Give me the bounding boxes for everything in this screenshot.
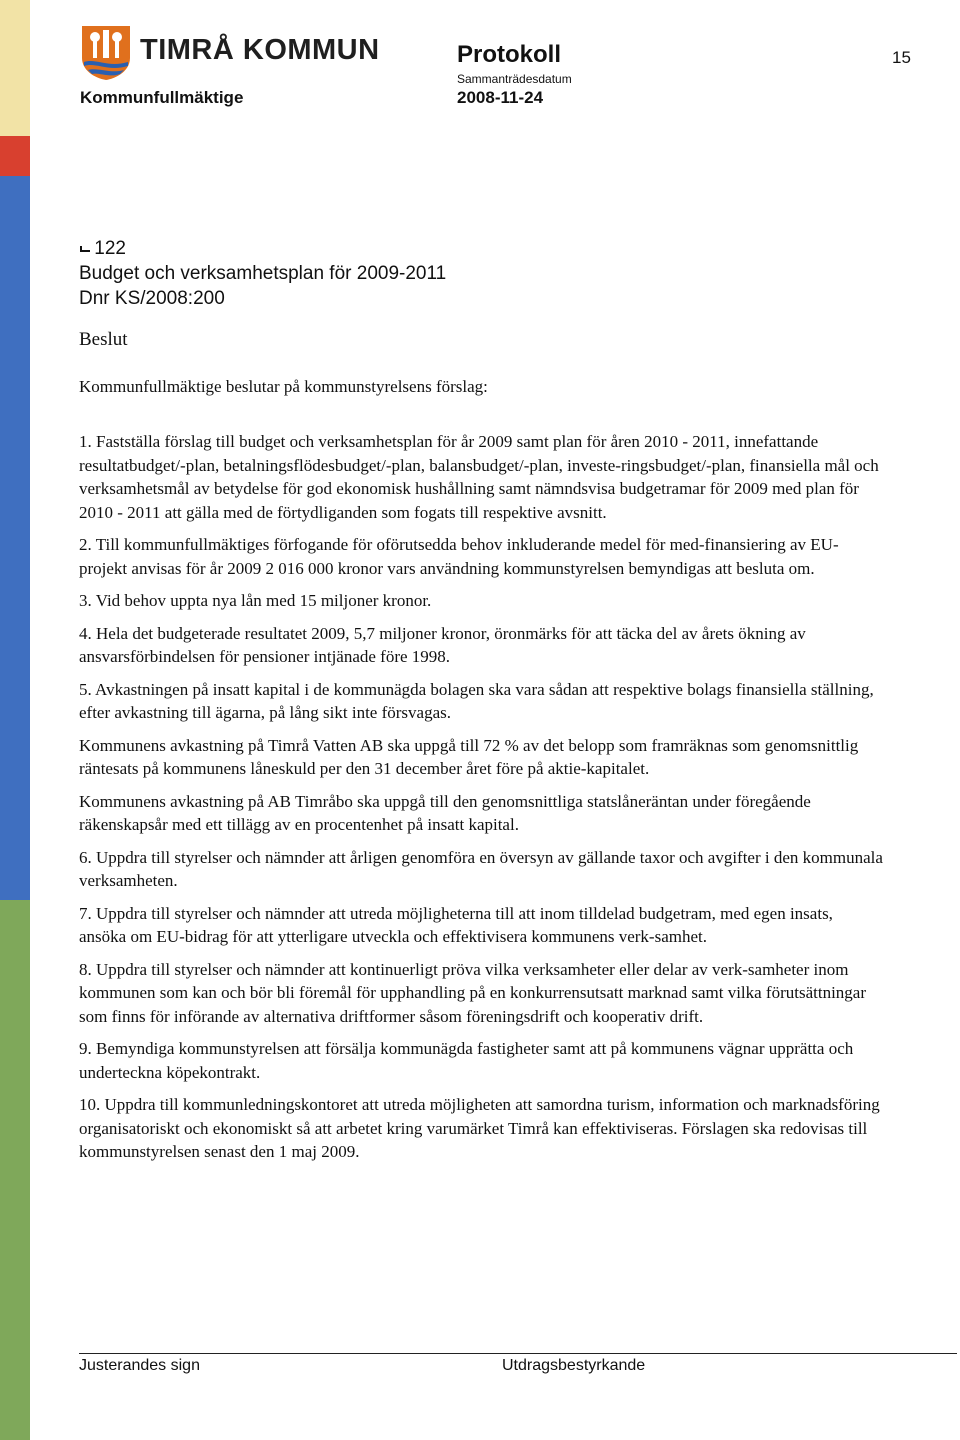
- decision-item: 6. Uppdra till styrelser och nämnder att årligen genomföra en översyn av gällande taxor och avgifter i den kommunala verksamheten.: [79, 847, 883, 890]
- decision-item: 10. Uppdra till kommunledningskontoret att utreda möjligheten att samordna turism, information och marknadsföring organisatoriskt och ekonomiskt så att arbetet kring varumärket Timrå kan effektiviseras. Förslagen ska redovisas till kommunstyrelsen senast den 1 maj 2009.: [79, 1095, 880, 1161]
- decision-intro: Kommunfullmäktige beslutar på kommunstyrelsens förslag:: [79, 377, 488, 396]
- margin-stripe-green: [0, 900, 30, 1440]
- decision-item: Kommunens avkastning på AB Timråbo ska uppgå till den genomsnittliga statslåneräntan under föregående räkenskapsår med ett tillägg av en procentenhet på insatt kapital.: [79, 791, 811, 834]
- section-number-line: [79, 236, 446, 261]
- footer-certification-label: Utdragsbestyrkande: [502, 1357, 646, 1374]
- decision-item: 5. Avkastningen på insatt kapital i de kommunägda bolagen ska vara sådan att respektive bolags finansiella ställning, efter avkastning till ägarna, på lång sikt inte försvagas.: [79, 679, 874, 722]
- section-number: 122: [94, 238, 126, 259]
- decision-item: 2. Till kommunfullmäktiges förfogande för oförutsedda behov inkluderande medel för med-finansiering av EU-projekt anvisas för år 2009 2 016 000 kronor vars användning kommunstyrelsen bemyndigas att besluta om.: [79, 535, 839, 578]
- section-dnr: Dnr KS/2008:200: [79, 288, 225, 309]
- decision-item: 1. Fastställa förslag till budget och verksamhetsplan för år 2009 samt plan för åren 2010 - 2011, innefattande resultatbudget/-plan, betalningsflödesbudget/-plan, balansbudget/-plan, investe-ringsbudget/-plan, finansiella mål och verksamhetsmål av betydelse för god ekonomisk hushållning samt nämndsvisa budgetramar för 2009 med plan för 2010 - 2011 att gälla med de förtydliganden som fogats till respektive avsnitt.: [79, 432, 879, 522]
- decision-items: [79, 430, 884, 1173]
- decision-heading: Beslut: [79, 329, 128, 350]
- footer-divider: [79, 1353, 957, 1354]
- footer-signature-label: Justerandes sign: [79, 1357, 200, 1374]
- margin-stripe-red: [0, 136, 30, 176]
- decision-item: 9. Bemyndiga kommunstyrelsen att försälja kommunägda fastigheter samt att på kommunens vägnar upprätta och underteckna köpekontrakt.: [79, 1039, 854, 1082]
- department-name: Kommunfullmäktige: [80, 88, 244, 107]
- municipality-logo-icon: [78, 22, 134, 82]
- decision-item: 8. Uppdra till styrelser och nämnder att kontinuerligt pröva vilka verksamheter eller delar av verk-samheter inom kommunen som kan och bör bli föremål för upphandling på en konkurrensutsatt marknad samt vilka förutsättningar som finns för införande av alternativa driftformer såsom föreningsdrift och kooperativ drift.: [79, 959, 867, 1026]
- section-heading: [79, 236, 446, 311]
- page-number: 15: [892, 48, 911, 67]
- decision-item: 7. Uppdra till styrelser och nämnder att utreda möjligheterna till att inom tilldelad budgetram, med egen insats, ansöka om EU-bidrag för att ytterligare utveckla och effektivisera kommunens verk-samhet.: [79, 903, 833, 946]
- decision-item: Kommunens avkastning på Timrå Vatten AB ska uppgå till 72 % av det belopp som framräknas som genomsnittlig räntesats på kommunens låneskuld per den 31 december året före på aktie-kapitalet.: [79, 735, 859, 778]
- decision-item: 4. Hela det budgeterade resultatet 2009, 5,7 miljoner kronor, öronmärks för att täcka del av årets ökning av ansvarsförbindelsen för pensioner intjänade före 1998.: [79, 623, 806, 666]
- margin-stripe-blue: [0, 176, 30, 900]
- section-title: Budget och verksamhetsplan för 2009-2011: [79, 263, 447, 284]
- document-type: Protokoll: [457, 41, 562, 68]
- decision-item: 3. Vid behov uppta nya lån med 15 miljoner kronor.: [79, 591, 432, 610]
- meeting-date: 2008-11-24: [457, 88, 544, 107]
- date-label: Sammanträdesdatum: [457, 72, 572, 86]
- logo-text: TIMRÅ KOMMUN: [140, 34, 380, 66]
